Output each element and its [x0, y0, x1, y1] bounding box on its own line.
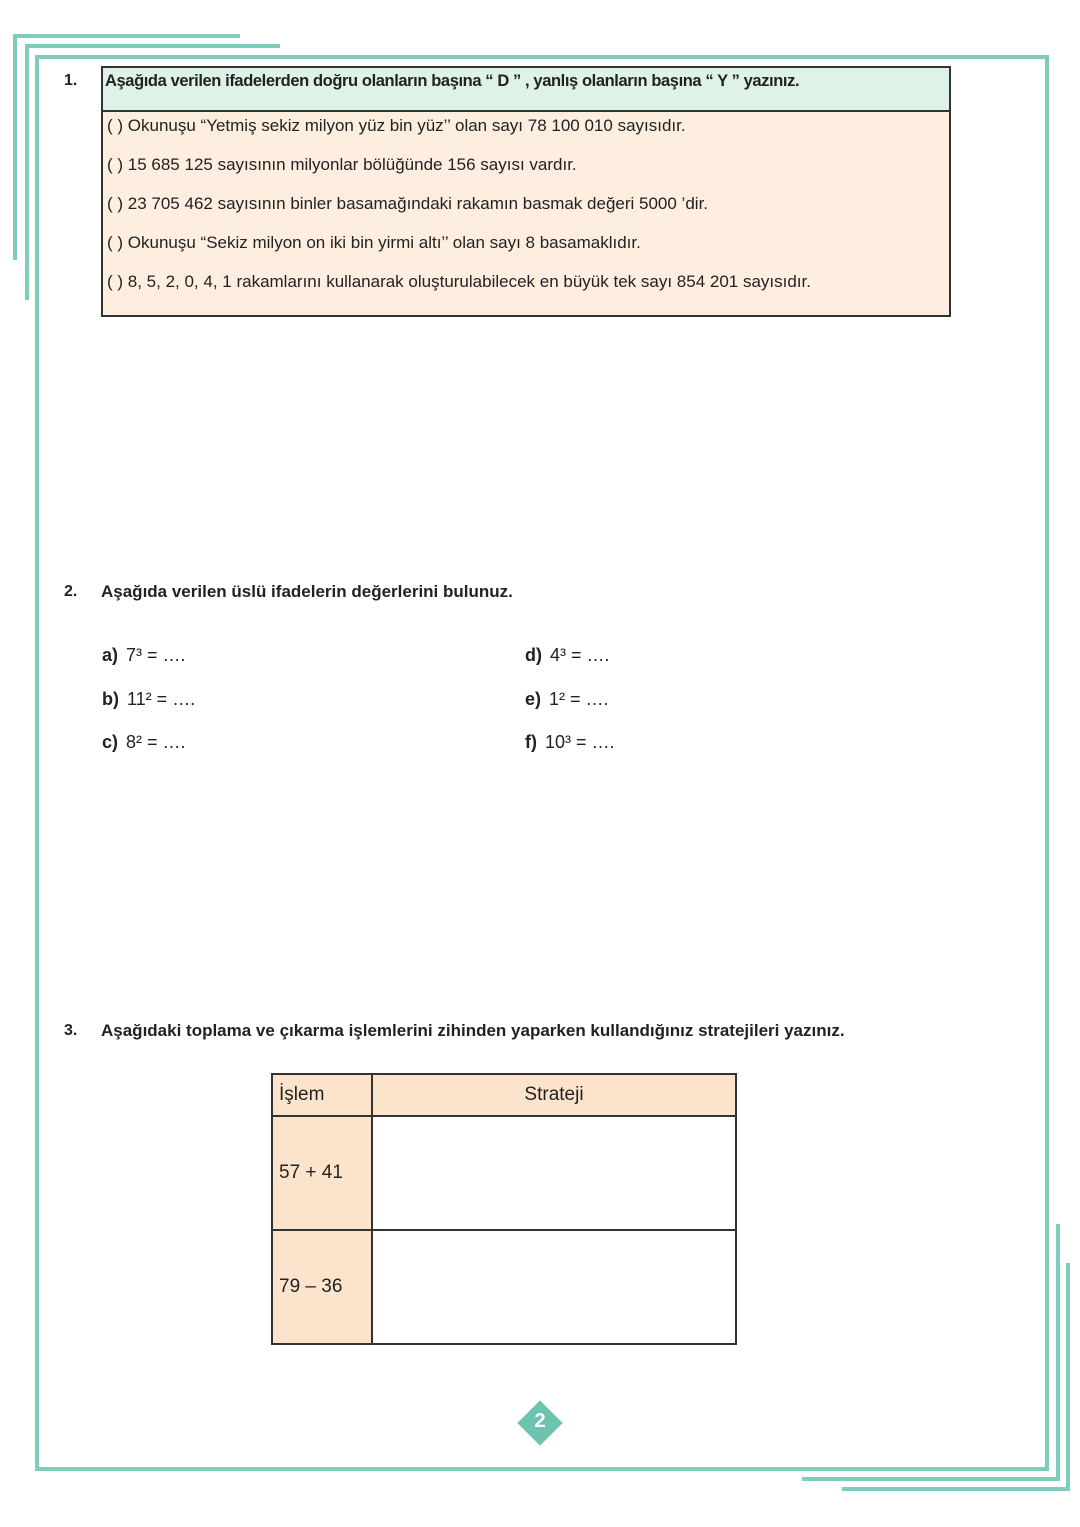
table-row — [272, 1116, 736, 1230]
frame-line — [35, 55, 1049, 59]
frame-line — [35, 55, 39, 1471]
frame-line — [13, 34, 17, 260]
question-2-number: 2. — [64, 583, 78, 600]
exercise-label: b) — [102, 689, 119, 709]
question-3-instruction: Aşağıdaki toplama ve çıkarma işlemlerini zihinden yaparken kullandığınız stratejileri yazınız. — [101, 1021, 845, 1040]
exercise-d — [525, 645, 610, 666]
statement[interactable]: ( ) Okunuşu “Yetmiş sekiz milyon yüz bin yüz’’ olan sayı 78 100 010 sayısıdır. — [107, 116, 686, 135]
frame-line — [802, 1477, 1060, 1481]
question-1-box — [101, 66, 951, 317]
frame-line — [35, 1467, 1049, 1471]
page-number: 2 — [534, 1410, 546, 1432]
question-1-instruction: Aşağıda verilen ifadelerden doğru olanların başına “ D ” , yanlış olanların başına “ Y ” yazınız. — [103, 68, 949, 112]
strategy-cell[interactable] — [372, 1230, 736, 1344]
exercise-expression[interactable]: 11² = …. — [127, 689, 196, 709]
table-row — [272, 1230, 736, 1344]
exercise-expression[interactable]: 7³ = …. — [126, 645, 186, 665]
frame-line — [1066, 1263, 1070, 1491]
operation-cell: 57 + 41 — [272, 1116, 372, 1230]
exercise-f — [525, 732, 615, 753]
header-operation: İşlem — [272, 1074, 372, 1116]
frame-line — [25, 44, 29, 300]
frame-line — [13, 34, 240, 38]
exercise-label: e) — [525, 689, 542, 709]
statement[interactable]: ( ) Okunuşu “Sekiz milyon on iki bin yirmi altı’’ olan sayı 8 basamaklıdır. — [107, 233, 641, 252]
exercise-b — [102, 689, 195, 710]
exercise-a — [102, 645, 186, 666]
strategy-cell[interactable] — [372, 1116, 736, 1230]
frame-line — [1045, 55, 1049, 1471]
statement[interactable]: ( ) 15 685 125 sayısının milyonlar bölüğünde 156 sayısı vardır. — [107, 155, 577, 174]
exercise-label: d) — [525, 645, 542, 665]
statement[interactable]: ( ) 23 705 462 sayısının binler basamağındaki rakamın basmak değeri 5000 ’dir. — [107, 194, 709, 213]
header-strategy: Strateji — [372, 1074, 736, 1116]
strategy-table — [271, 1073, 737, 1345]
table-header-row — [272, 1074, 736, 1116]
statement[interactable]: ( ) 8, 5, 2, 0, 4, 1 rakamlarını kullanarak oluşturulabilecek en büyük tek sayı 854 201 sayısıdır. — [107, 272, 811, 291]
exercise-label: a) — [102, 645, 119, 665]
operation-cell: 79 – 36 — [272, 1230, 372, 1344]
frame-line — [1056, 1224, 1060, 1481]
question-2-instruction: Aşağıda verilen üslü ifadelerin değerlerini bulunuz. — [101, 582, 513, 601]
exercise-expression[interactable]: 8² = …. — [126, 732, 186, 752]
exercise-e — [525, 689, 609, 710]
exercise-label: c) — [102, 732, 119, 752]
question-1-number: 1. — [64, 72, 78, 89]
exercise-expression[interactable]: 10³ = …. — [545, 732, 615, 752]
exercise-expression[interactable]: 1² = …. — [549, 689, 609, 709]
exercise-expression[interactable]: 4³ = …. — [550, 645, 610, 665]
frame-line — [842, 1487, 1070, 1491]
exercise-c — [102, 732, 186, 753]
question-3-number: 3. — [64, 1022, 78, 1039]
frame-line — [25, 44, 280, 48]
exercise-label: f) — [525, 732, 537, 752]
question-1-statements — [103, 112, 949, 315]
